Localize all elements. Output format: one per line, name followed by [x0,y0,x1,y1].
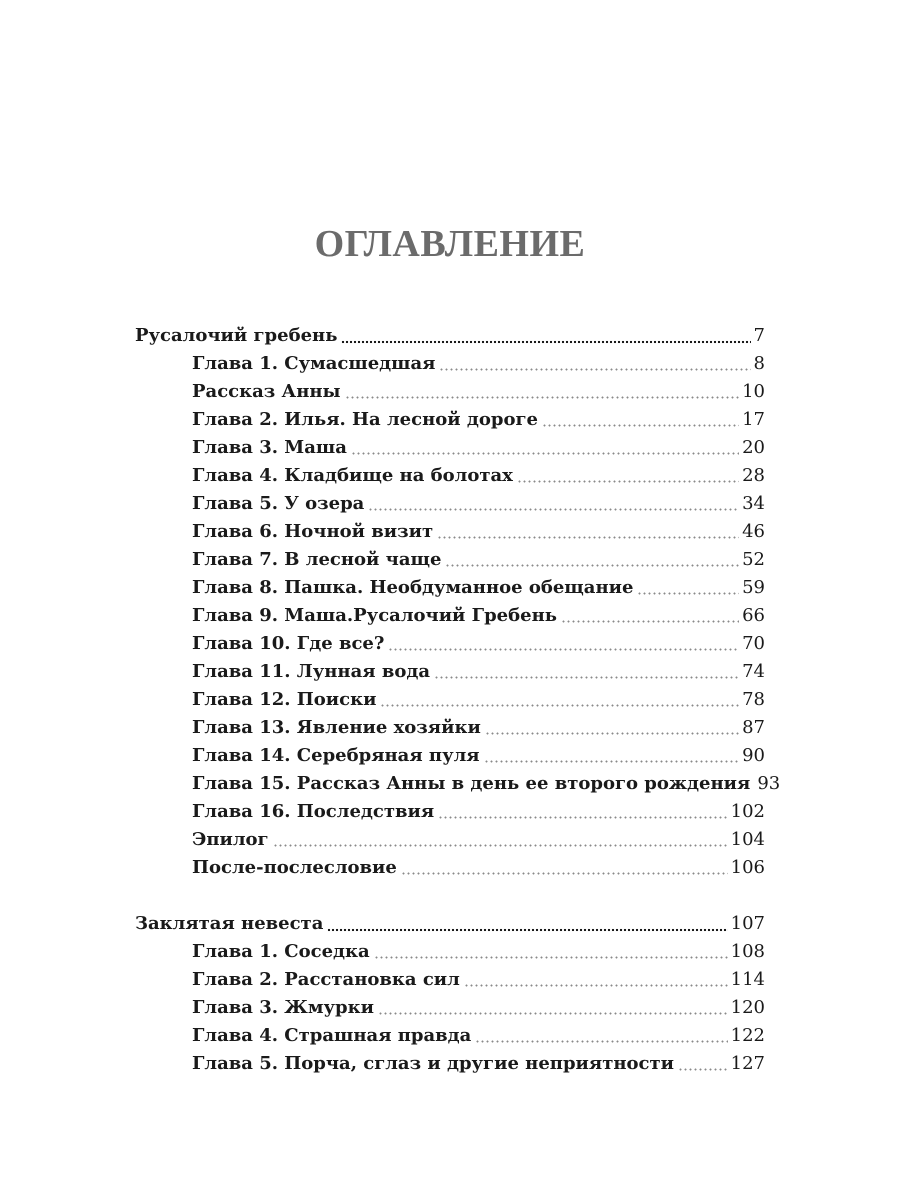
page-number: 52 [742,549,765,570]
toc-chapter-entry[interactable] [192,714,765,742]
page-number: 114 [730,969,765,990]
toc-chapter-entry[interactable] [192,1022,765,1050]
dot-leader [374,955,728,961]
chapter-title: Глава 1. Соседка [192,941,370,962]
chapter-title: Глава 12. Поиски [192,689,377,710]
toc-chapter-entry[interactable] [192,602,765,630]
toc-chapter-entry[interactable] [192,798,765,826]
dot-leader [438,815,727,821]
chapter-title: Глава 6. Ночной визит [192,521,434,542]
dot-leader [345,395,740,401]
page-number: 46 [742,521,765,542]
dot-leader [475,1039,727,1045]
page-number: 66 [742,605,765,626]
dot-leader [401,871,728,877]
toc-chapter-entry[interactable] [192,1050,765,1078]
toc-chapter-entry[interactable] [192,518,765,546]
dot-leader [637,591,739,597]
page-number: 102 [730,801,765,822]
dot-leader [273,843,728,849]
dot-leader [378,1011,728,1017]
page-number: 20 [742,437,765,458]
book-title: Заклятая невеста [135,913,324,934]
dot-leader [327,928,727,933]
page-number: 106 [730,857,765,878]
page-number: 10 [742,381,765,402]
dot-leader [380,703,739,709]
dot-leader [437,535,739,541]
page-number: 74 [742,661,765,682]
page-number: 127 [730,1053,765,1074]
dot-leader [439,367,750,373]
page-number: 70 [742,633,765,654]
page-number: 28 [742,465,765,486]
toc-chapter-entry[interactable] [192,938,765,966]
dot-leader [485,731,739,737]
chapter-title: После-послесловие [192,857,397,878]
chapter-title: Глава 3. Жмурки [192,997,374,1018]
chapter-title: Глава 15. Рассказ Анны в день ее второго рождения [192,773,751,794]
page-number: 104 [730,829,765,850]
dot-leader [517,479,739,485]
page-number: 120 [730,997,765,1018]
page-number: 34 [742,493,765,514]
chapter-title: Глава 16. Последствия [192,801,435,822]
page-number: 107 [730,913,765,934]
toc-book-entry[interactable] [135,910,765,938]
toc-section-2 [0,910,900,1078]
toc-chapter-entry[interactable] [192,630,765,658]
toc-chapter-entry[interactable] [192,770,781,798]
toc-chapter-entry[interactable] [192,350,765,378]
toc-chapter-entry[interactable] [192,966,765,994]
page-number: 93 [757,773,781,794]
page-number: 78 [742,689,765,710]
page-number: 90 [742,745,765,766]
chapter-title: Глава 13. Явление хозяйки [192,717,481,738]
toc-chapter-entry[interactable] [192,462,765,490]
page-number: 122 [730,1025,765,1046]
dot-leader [434,675,739,681]
chapter-title: Глава 8. Пашка. Необдуманное обещание [192,577,634,598]
chapter-title: Глава 11. Лунная вода [192,661,430,682]
page-number: 59 [742,577,765,598]
dot-leader [464,983,728,989]
page-number: 7 [753,325,765,346]
toc-chapter-entry[interactable] [192,378,765,406]
toc-chapter-entry[interactable] [192,826,765,854]
chapter-title: Глава 4. Кладбище на болотах [192,465,513,486]
dot-leader [678,1067,728,1073]
toc-chapter-entry[interactable] [192,994,765,1022]
dot-leader [388,647,739,653]
dot-leader [561,619,739,625]
page-number: 8 [753,353,765,374]
chapter-title: Глава 5. Порча, сглаз и другие неприятности [192,1053,674,1074]
toc-chapter-entry[interactable] [192,742,765,770]
chapter-title: Глава 3. Маша [192,437,347,458]
toc-chapter-entry[interactable] [192,658,765,686]
chapter-title: Глава 7. В лесной чаще [192,549,442,570]
toc-book-entry[interactable] [135,322,765,350]
page-number: 87 [742,717,765,738]
page-number: 108 [730,941,765,962]
chapter-title: Глава 5. У озера [192,493,365,514]
chapter-title: Глава 2. Расстановка сил [192,969,460,990]
chapter-title: Глава 9. Маша.Русалочий Гребень [192,605,557,626]
toc-chapter-entry[interactable] [192,406,765,434]
toc-chapter-entry[interactable] [192,546,765,574]
chapter-title: Глава 14. Серебряная пуля [192,745,480,766]
page-number: 17 [742,409,765,430]
chapter-title: Рассказ Анны [192,381,341,402]
toc-chapter-entry[interactable] [192,434,765,462]
chapter-title: Глава 10. Где все? [192,633,385,654]
dot-leader [445,563,739,569]
book-title: Русалочий гребень [135,325,338,346]
toc-chapter-entry[interactable] [192,490,765,518]
dot-leader [542,423,739,429]
toc-chapter-entry[interactable] [192,574,765,602]
dot-leader [341,340,750,345]
dot-leader [484,759,739,765]
page-title: ОГЛАВЛЕНИЕ [314,223,586,265]
toc-chapter-entry[interactable] [192,686,765,714]
chapter-title: Глава 4. Страшная правда [192,1025,472,1046]
dot-leader [368,507,739,513]
chapter-title: Глава 2. Илья. На лесной дороге [192,409,538,430]
dot-leader [351,451,739,457]
toc-section-1 [0,322,900,882]
chapter-title: Эпилог [192,829,269,850]
chapter-title: Глава 1. Сумасшедшая [192,353,436,374]
toc-chapter-entry[interactable] [192,854,765,882]
